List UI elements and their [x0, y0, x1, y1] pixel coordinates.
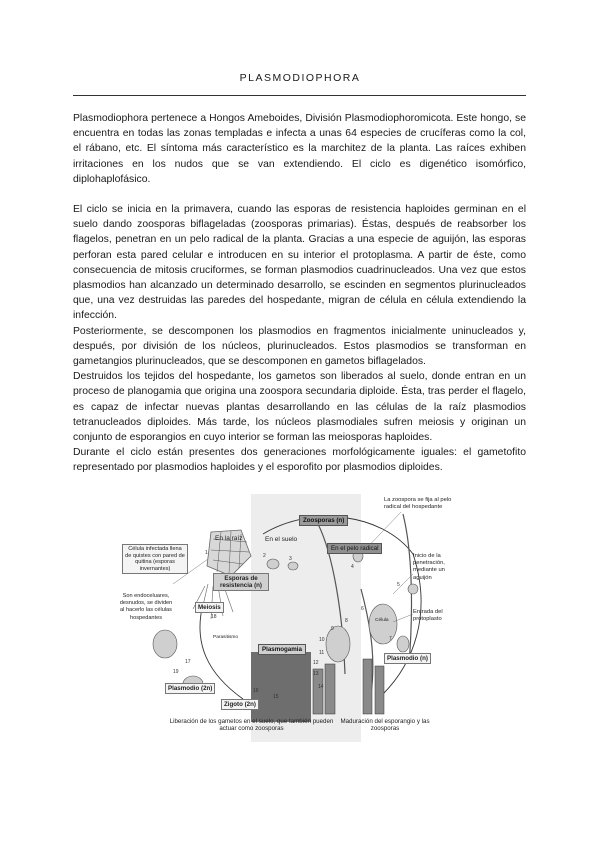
paragraph-plasmodia: Posteriormente, se descomponen los plasmodios en fragmentos inicialmente uninucleados y, después, por división de los núcleos, plurinucleados. Estos plasmodios se transforman en gametangios plurinucleados, que se descomponen en gametos biflagelados. — [73, 325, 526, 368]
label-esporas-resistencia: Esporas de resistencia (n) — [213, 573, 269, 591]
step-number: 13 — [313, 671, 319, 677]
label-plasmodio-2n: Plasmodio (2n) — [165, 683, 215, 694]
label-en-la-raiz: En la raíz — [215, 535, 243, 542]
step-number: 2 — [263, 553, 266, 559]
step-number: 3 — [289, 556, 292, 562]
paragraph-cycle-start: El ciclo se inicia en la primavera, cuando las esporas de resistencia haploides germinan en el suelo dando zoosporas biflageladas (zoosporas primarias). Éstas, después de reabsorber los flagelos, penetran en un pelo radical de la planta. Gracias a una especie de aguijón, las esporas perforan esta pared celular e introducen en su interior el protoplasma. A partir de éste, como consecuencia de mitosis cruciformes, se forman plasmodios cuadrinucleados. Una vez que estos plasmodios han alcanzado un determinado desarrollo, se escinden en segmentos plurinucleados que, una vez destruidas las paredes del hospedante, migran de célula en célula extendiendo la infección. — [73, 204, 526, 322]
document-body — [73, 111, 526, 476]
step-number: 5 — [397, 582, 400, 588]
label-endocelulares: Son endoceluares, desnudos, se dividen al hacerlo las células hospedantes — [119, 593, 173, 621]
step-number: 19 — [173, 669, 179, 675]
plasmogamy-column — [251, 652, 311, 722]
label-maduracion: Maduración del esporangio y las zoosporas — [340, 718, 430, 733]
step-number: 6 — [361, 606, 364, 612]
step-number: 8 — [345, 618, 348, 624]
paragraph-generations: Durante el ciclo están presentes dos generaciones morfológicamente iguales: el gametofito representado por plasmodios haploides y el esporofito por plasmodios diploides. — [73, 447, 526, 474]
step-number: 16 — [253, 688, 259, 694]
label-zigoto: Zigoto (2n) — [221, 699, 259, 710]
label-entrada-protoplasto: Entrada del protoplasto — [413, 609, 443, 623]
step-number: 9 — [331, 626, 334, 632]
label-liberacion: Liberación de los gametos en el suelo, que también pueden actuar como zoosporas — [169, 718, 334, 733]
paragraph-intro: Plasmodiophora pertenece a Hongos Ameboides, División Plasmodiophoromicota. Este hongo, se encuentra en todas las zonas templadas e infecta a unas 64 especies de crucíferas como la col, el rábano, etc. El síntoma más característico es la marchitez de la planta. Las raíces exhiben irritaciones en los nudos que se van extendiendo. El ciclo es digenético isomórfico, diplohaplofásico. — [73, 113, 526, 185]
label-en-el-suelo: En el suelo — [265, 536, 298, 543]
step-number: 4 — [351, 564, 354, 570]
label-zoosporas: Zoosporas (n) — [299, 515, 348, 526]
page-title: PLASMODIOPHORA — [239, 72, 361, 84]
title-divider — [73, 95, 526, 96]
label-celula-infectada: Célula infectada llena de quistes con pared de quitina (esporas invernantes) — [122, 544, 188, 574]
step-number: 17 — [185, 659, 191, 665]
step-number: 12 — [313, 660, 319, 666]
step-number: 18 — [211, 614, 217, 620]
label-plasmodio-n: Plasmodio (n) — [384, 653, 431, 664]
step-number: 1 — [205, 550, 208, 556]
step-number: 7 — [389, 636, 392, 642]
label-inicio-penetracion: Inicio de la penetración, mediante un aguijón — [413, 553, 445, 581]
label-zoospora-fija: La zoospora se fija al pelo radical del hospedante — [384, 497, 452, 511]
label-plasmogamia: Plasmogamia — [258, 644, 306, 655]
step-number: 11 — [319, 650, 325, 656]
step-number: 14 — [318, 684, 324, 690]
life-cycle-figure — [113, 494, 489, 744]
paragraph-gametes: Destruidos los tejidos del hospedante, los gametos son liberados al suelo, donde entran en un proceso de planogamia que origina una zoospora secundaria diploide. Ésta, tras perder el flagelo, es capaz de infectar nuevas plantas desarrollando en las células de la raíz plasmodios tetranucleados diploides. Más tarde, los núcleos plasmodiales sufren meiosis y originan un conjunto de esporangios en cuyo interior se forman las meiosporas haploides. — [73, 371, 526, 444]
label-parasitismo: Parasitismo — [213, 635, 239, 640]
label-meiosis: Meiosis — [195, 602, 224, 613]
label-celula: Célula — [375, 618, 389, 623]
step-number: 15 — [273, 694, 279, 700]
step-number: 10 — [319, 637, 325, 643]
label-en-el-pelo: En el pelo radical — [327, 543, 382, 554]
